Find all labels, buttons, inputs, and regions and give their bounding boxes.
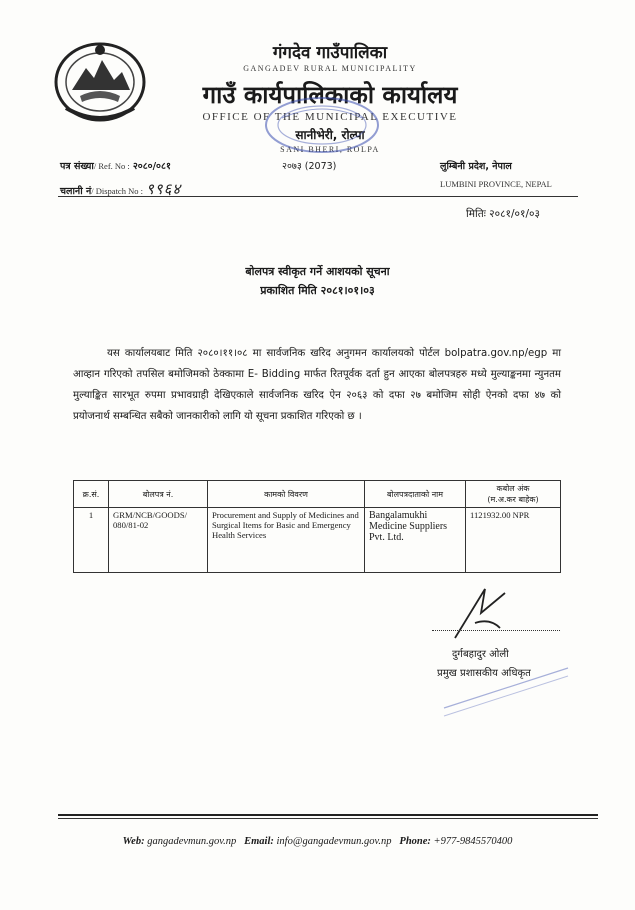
cell-bidder: Bangalamukhi Medicine Suppliers Pvt. Ltd. bbox=[365, 508, 466, 573]
province-en: LUMBINI PROVINCE, NEPAL bbox=[440, 179, 552, 189]
cell-amount: 1121932.00 NPR bbox=[466, 508, 561, 573]
ref-label-np: पत्र संख्या bbox=[60, 161, 94, 172]
signature-line bbox=[432, 630, 560, 631]
signatory-name: दुर्गबहादुर ओली bbox=[452, 649, 509, 660]
signature-icon bbox=[445, 583, 515, 643]
dispatch-label-np: चलानी नं bbox=[60, 186, 92, 197]
header-divider bbox=[58, 196, 578, 197]
dispatch-label-en: / Dispatch No : bbox=[91, 186, 143, 196]
letter-date: मितिः २०८१/०१/०३ bbox=[466, 208, 540, 220]
bid-table bbox=[73, 480, 561, 573]
footer-divider-thin bbox=[58, 818, 598, 819]
bid-table-header bbox=[74, 481, 561, 508]
col-amount-sub: (म.अ.कर बाहेक) bbox=[487, 495, 539, 504]
cell-bid-no: GRM/NCB/GOODS/ 080/81-02 bbox=[109, 508, 208, 573]
col-bidder: बोलपत्रदाताको नाम bbox=[365, 481, 466, 508]
cell-sn: 1 bbox=[74, 508, 109, 573]
address-en: SANI BHERI, ROLPA bbox=[280, 145, 380, 154]
footer-phone[interactable]: +977-9845570400 bbox=[433, 836, 513, 847]
footer-web-label: Web: bbox=[122, 836, 145, 847]
col-sn: क्र.सं. bbox=[74, 481, 109, 508]
footer-phone-label: Phone: bbox=[399, 836, 431, 847]
col-bid-no: बोलपत्र नं. bbox=[109, 481, 208, 508]
ref-label-en: / Ref. No : bbox=[93, 161, 130, 171]
col-description: कामको विवरण bbox=[208, 481, 365, 508]
col-amount bbox=[466, 481, 561, 508]
footer-email-label: Email: bbox=[244, 836, 274, 847]
office-stamp-icon bbox=[262, 94, 382, 156]
ref-number bbox=[60, 159, 171, 172]
nepal-emblem-icon bbox=[52, 38, 148, 124]
signatory-title: प्रमुख प्रशासकीय अधिकृत bbox=[437, 668, 531, 679]
established-year: २०७३ (2073) bbox=[282, 161, 337, 172]
cell-description: Procurement and Supply of Medicines and Surgical Items for Basic and Emergency Health Services bbox=[208, 508, 365, 573]
province-np: लुम्बिनी प्रदेश, नेपाल bbox=[440, 161, 512, 172]
notice-title: बोलपत्र स्वीकृत गर्ने आशयको सूचना bbox=[245, 265, 390, 278]
municipality-name-en: GANGADEV RURAL MUNICIPALITY bbox=[243, 64, 417, 73]
footer-contact bbox=[0, 836, 635, 847]
footer-web[interactable]: gangadevmun.gov.np bbox=[147, 836, 237, 847]
col-amount-label: कबोल अंक bbox=[496, 484, 530, 493]
footer-divider bbox=[58, 814, 598, 816]
dispatch-value: ९९६४ bbox=[145, 182, 182, 199]
municipality-name-np: गंगदेव गाउँपालिका bbox=[272, 43, 388, 63]
footer-email[interactable]: info@gangadevmun.gov.np bbox=[276, 836, 392, 847]
table-row bbox=[74, 508, 561, 573]
notice-body: यस कार्यालयबाट मिति २०८०।११।०८ मा सार्वजनिक खरिद अनुगमन कार्यालयको पोर्टल bolpatra.gov.np/egp मा आव्हान गरिएको तपसिल बमोजिमको ठेक्कामा E- Bidding मार्फत रितपूर्वक दर्ता हुन आएका बोलपत्रहरु मध्ये मुल्याङ्कनमा न्युनतम मुल्याङ्कित सारभूत रुपमा प्रभावग्राही देखिएकाले सार्वजनिक खरिद ऐन २०६३ को दफा २७ बमोजिम सोही ऐनको दफा ४७ को प्रयोजनार्थ सम्बन्धित सबैको जानकारीको लागि यो सूचना प्रकाशित गरिएको छ । bbox=[73, 348, 561, 422]
notice-published-date: प्रकाशित मिति २०८१।०१।०३ bbox=[260, 284, 375, 297]
address-np: सानीभेरी, रोल्पा bbox=[295, 128, 365, 142]
signature-stamp-icon bbox=[436, 650, 576, 720]
office-name-en: OFFICE OF THE MUNICIPAL EXECUTIVE bbox=[202, 111, 458, 123]
ref-value: २०८०/०८१ bbox=[132, 161, 171, 172]
office-name-np: गाउँ कार्यपालिकाको कार्यालय bbox=[202, 81, 458, 109]
